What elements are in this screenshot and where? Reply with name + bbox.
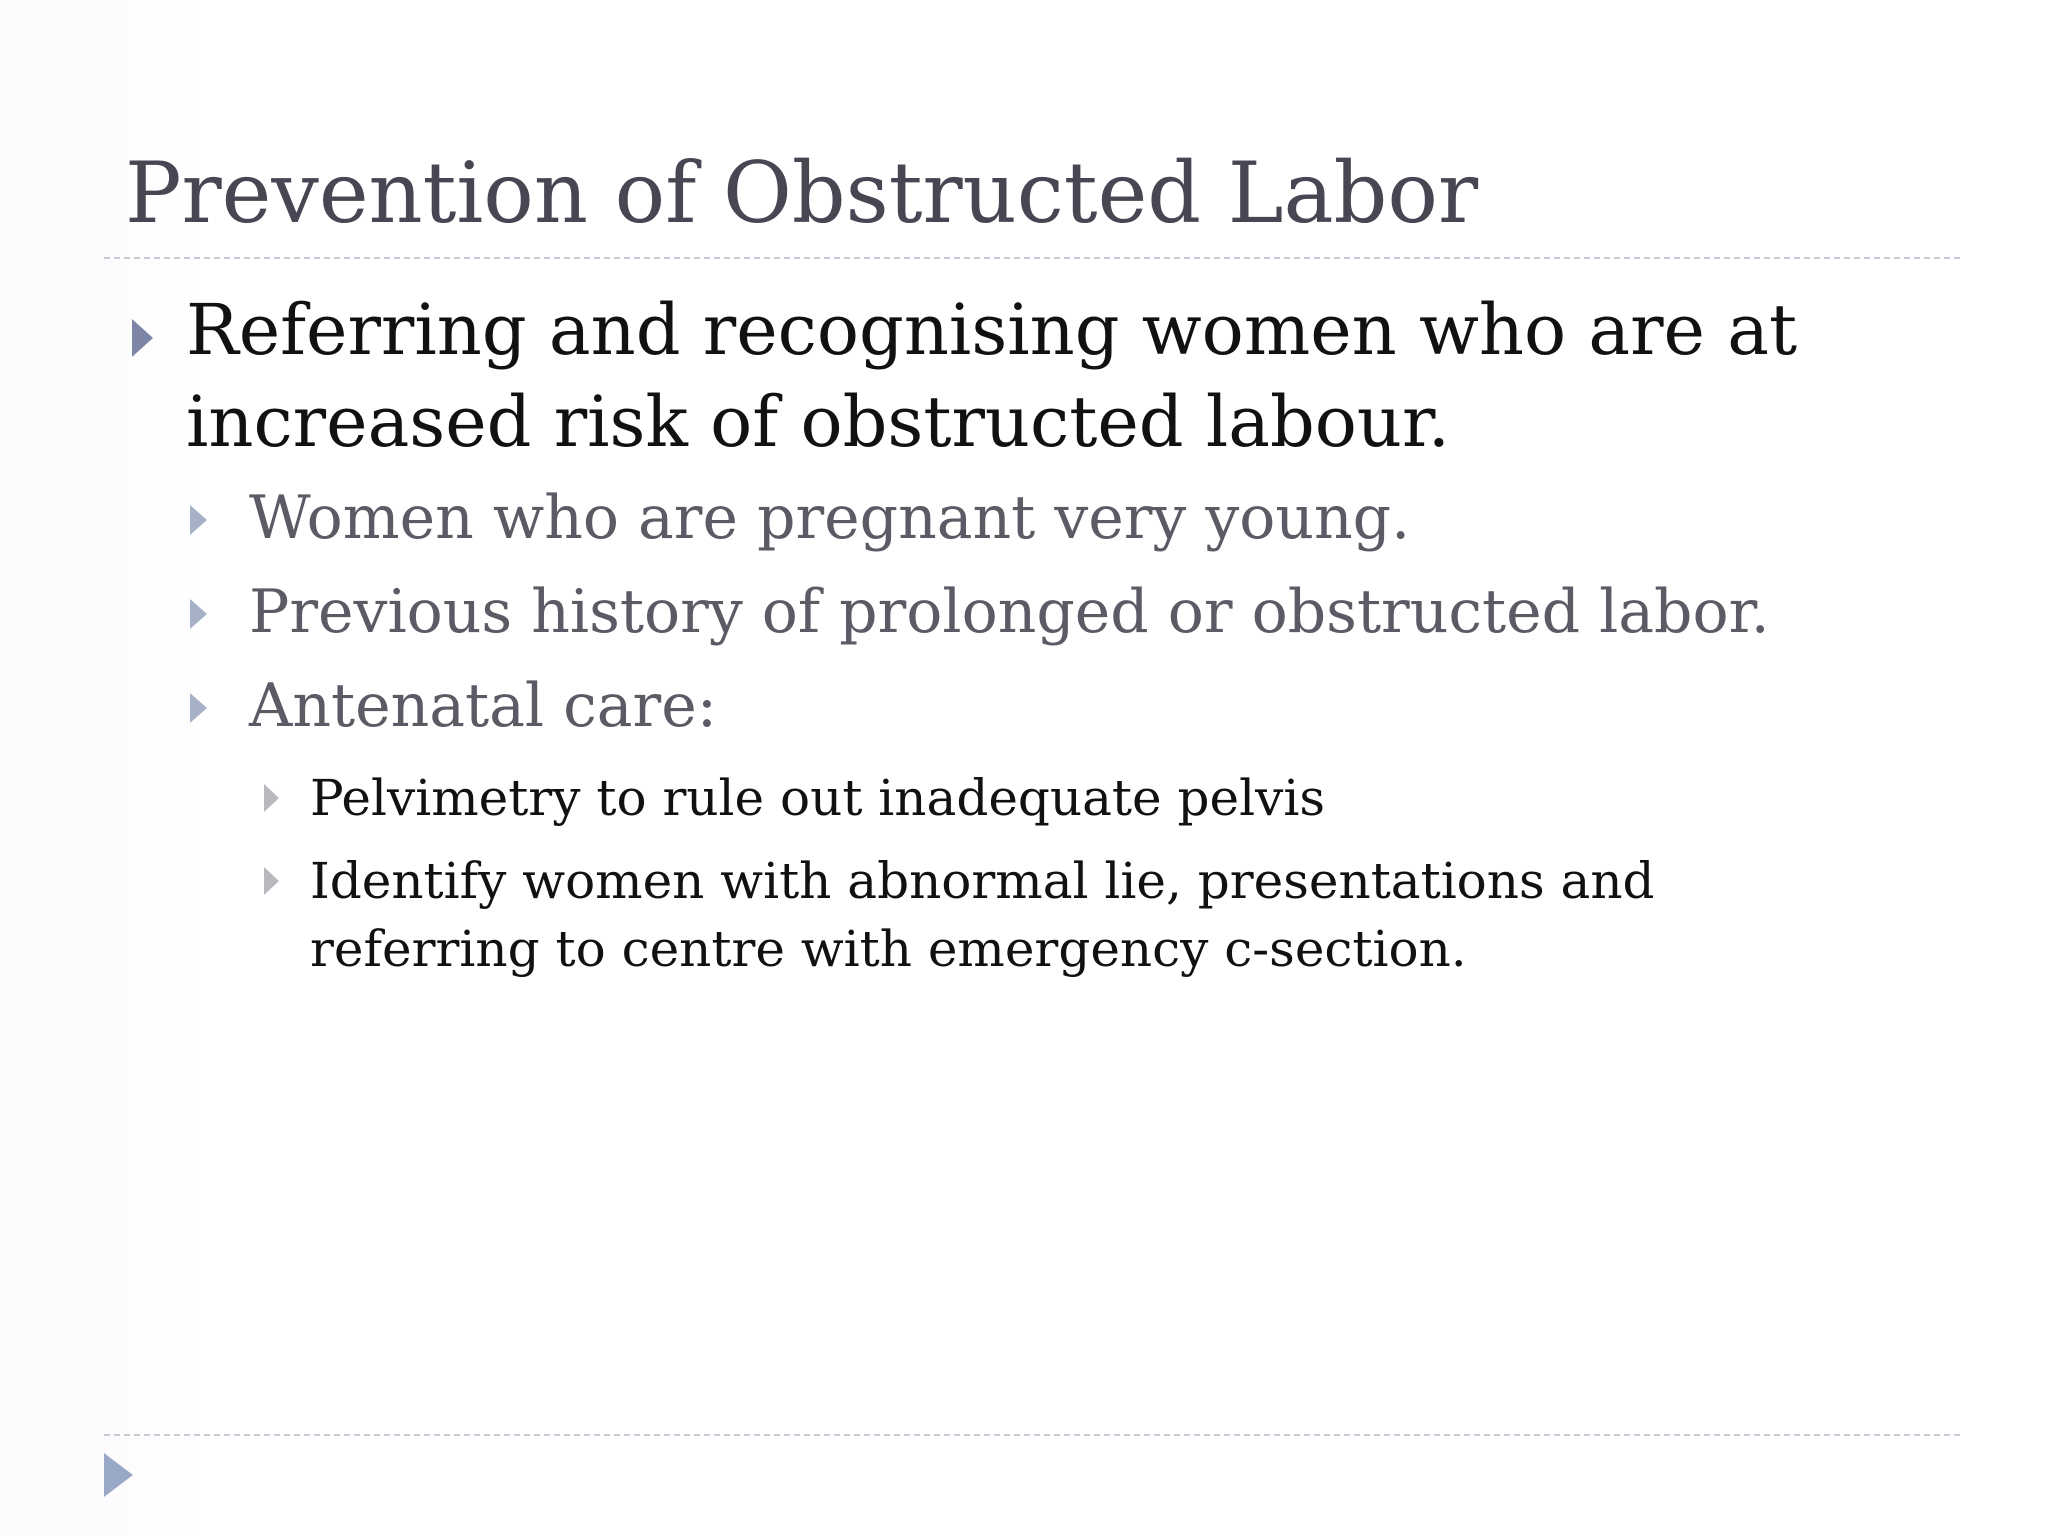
level2-triangle-bullet-icon	[190, 693, 207, 723]
level3-bullet-identify	[310, 847, 1655, 983]
footer-divider	[104, 1434, 1960, 1436]
level2-triangle-bullet-icon	[190, 599, 207, 629]
level3-identify-line-2: referring to centre with emergency c-section.	[310, 920, 1467, 978]
play-arrow-icon[interactable]	[104, 1453, 133, 1497]
level2-bullet-young: Women who are pregnant very young.	[249, 483, 1411, 553]
level3-bullet-pelvimetry: Pelvimetry to rule out inadequate pelvis	[310, 769, 1325, 827]
level1-bullet-text	[186, 284, 1797, 468]
level3-triangle-bullet-icon	[264, 867, 279, 895]
level2-bullet-antenatal: Antenatal care:	[249, 671, 717, 741]
level1-line-1: Referring and recognising women who are at	[186, 289, 1798, 371]
level2-triangle-bullet-icon	[190, 505, 207, 535]
slide-title: Prevention of Obstructed Labor	[125, 144, 1479, 242]
level2-bullet-history: Previous history of prolonged or obstructed labor.	[249, 577, 1770, 647]
level3-identify-line-1: Identify women with abnormal lie, presentations and	[310, 852, 1655, 910]
level1-triangle-bullet-icon	[132, 319, 153, 357]
level1-line-2: increased risk of obstructed labour.	[186, 381, 1450, 463]
level3-triangle-bullet-icon	[264, 784, 279, 812]
